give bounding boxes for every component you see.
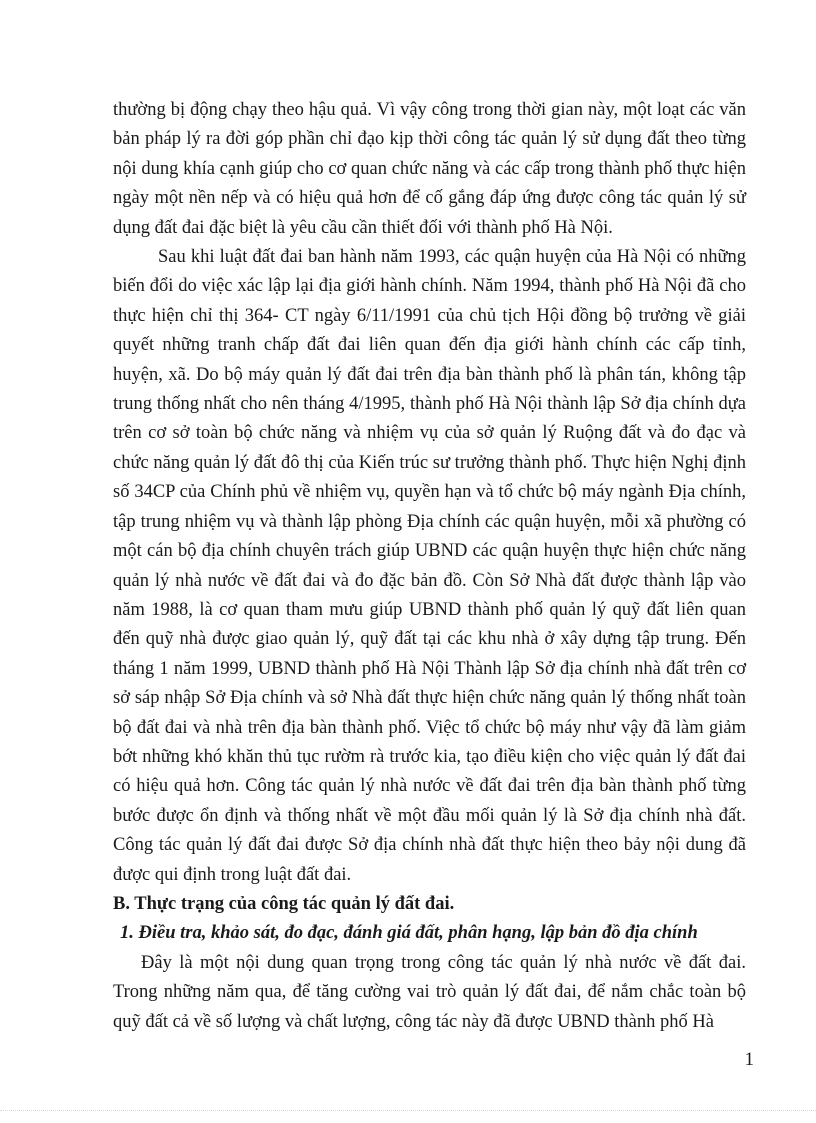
body-text [113, 96, 746, 1037]
page-number: 1 [744, 1049, 754, 1070]
subsection-heading-1: 1. Điều tra, khảo sát, đo đạc, đánh giá đất, phân hạng, lập bản đồ địa chính [120, 923, 698, 944]
page-bottom-divider [0, 1110, 816, 1111]
paragraph-survey: Đây là một nội dung quan trọng trong công tác quản lý nhà nước về đất đai. Trong những năm qua, để tăng cường vai trò quản lý đất đai, để nắm chắc toàn bộ quỹ đất cả về số lượng và chất lượng, công tác này đã được UBND thành phố Hà [113, 952, 746, 1032]
paragraph-continued: thường bị động chạy theo hậu quả. Vì vậy công trong thời gian này, một loạt các văn bản pháp lý ra đời góp phần chỉ đạo kịp thời công tác quản lý sử dụng đất theo từng nội dung khía cạnh giúp cho cơ quan chức năng và các cấp trong thành phố thực hiện ngày một nền nếp và có hiệu quả hơn để cố gắng đáp ứng được công tác quản lý sử dụng đất đai đặc biệt là yêu cầu cần thiết đối với thành phố Hà Nội. [113, 100, 746, 238]
paragraph-land-law-1993: Sau khi luật đất đai ban hành năm 1993, các quận huyện của Hà Nội có những biến đổi do việc xác lập lại địa giới hành chính. Năm 1994, thành phố Hà Nội đã cho thực hiện chỉ thị 364- CT ngày 6/11/1991 của chủ tịch Hội đồng bộ trưởng về giải quyết những tranh chấp đất đai liên quan đến địa giới hành chính các cấp tỉnh, huyện, xã. Do bộ máy quản lý đất đai trên địa bàn thành phố là phân tán, không tập trung thống nhất cho nên tháng 4/1995, thành phố Hà Nội thành lập Sở địa chính dựa trên cơ sở toàn bộ chức năng và nhiệm vụ của sở quản lý Ruộng đất và đo đạc và chức năng quản lý đất đô thị của Kiến trúc sư trưởng thành phố. Thực hiện Nghị định số 34CP của Chính phủ về nhiệm vụ, quyền hạn và tổ chức bộ máy ngành Địa chính, tập trung nhiệm vụ và thành lập phòng Địa chính các quận huyện, mỗi xã phường có một cán bộ địa chính chuyên trách giúp UBND các quận huyện thực hiện chức năng quản lý nhà nước về đất đai và đo đặc bản đồ. Còn Sở Nhà đất được thành lập vào năm 1988, là cơ quan tham mưu giúp UBND thành phố quản lý quỹ đất liên quan đến quỹ nhà được giao quản lý, quỹ đất tại các khu nhà ở xây dựng tập trung. Đến tháng 1 năm 1999, UBND thành phố Hà Nội Thành lập Sở địa chính nhà đất trên cơ sở sáp nhập Sở Địa chính và sở Nhà đất thực hiện chức năng quản lý thống nhất toàn bộ đất đai và nhà trên địa bàn thành phố. Việc tổ chức bộ máy như vậy đã làm giảm bớt những khó khăn thủ tục rườm rà trước kia, tạo điều kiện cho việc quản lý đất đai có hiệu quả hơn. Công tác quản lý nhà nước về đất đai trên địa bàn thành phố từng bước được ổn định và thống nhất về một đầu mối quản lý là Sở địa chính nhà đất. Công tác quản lý đất đai được Sở địa chính nhà đất thực hiện theo bảy nội dung đã được qui định trong luật đất đai. [113, 247, 746, 885]
section-heading-b: B. Thực trạng của công tác quản lý đất đai. [113, 893, 455, 914]
